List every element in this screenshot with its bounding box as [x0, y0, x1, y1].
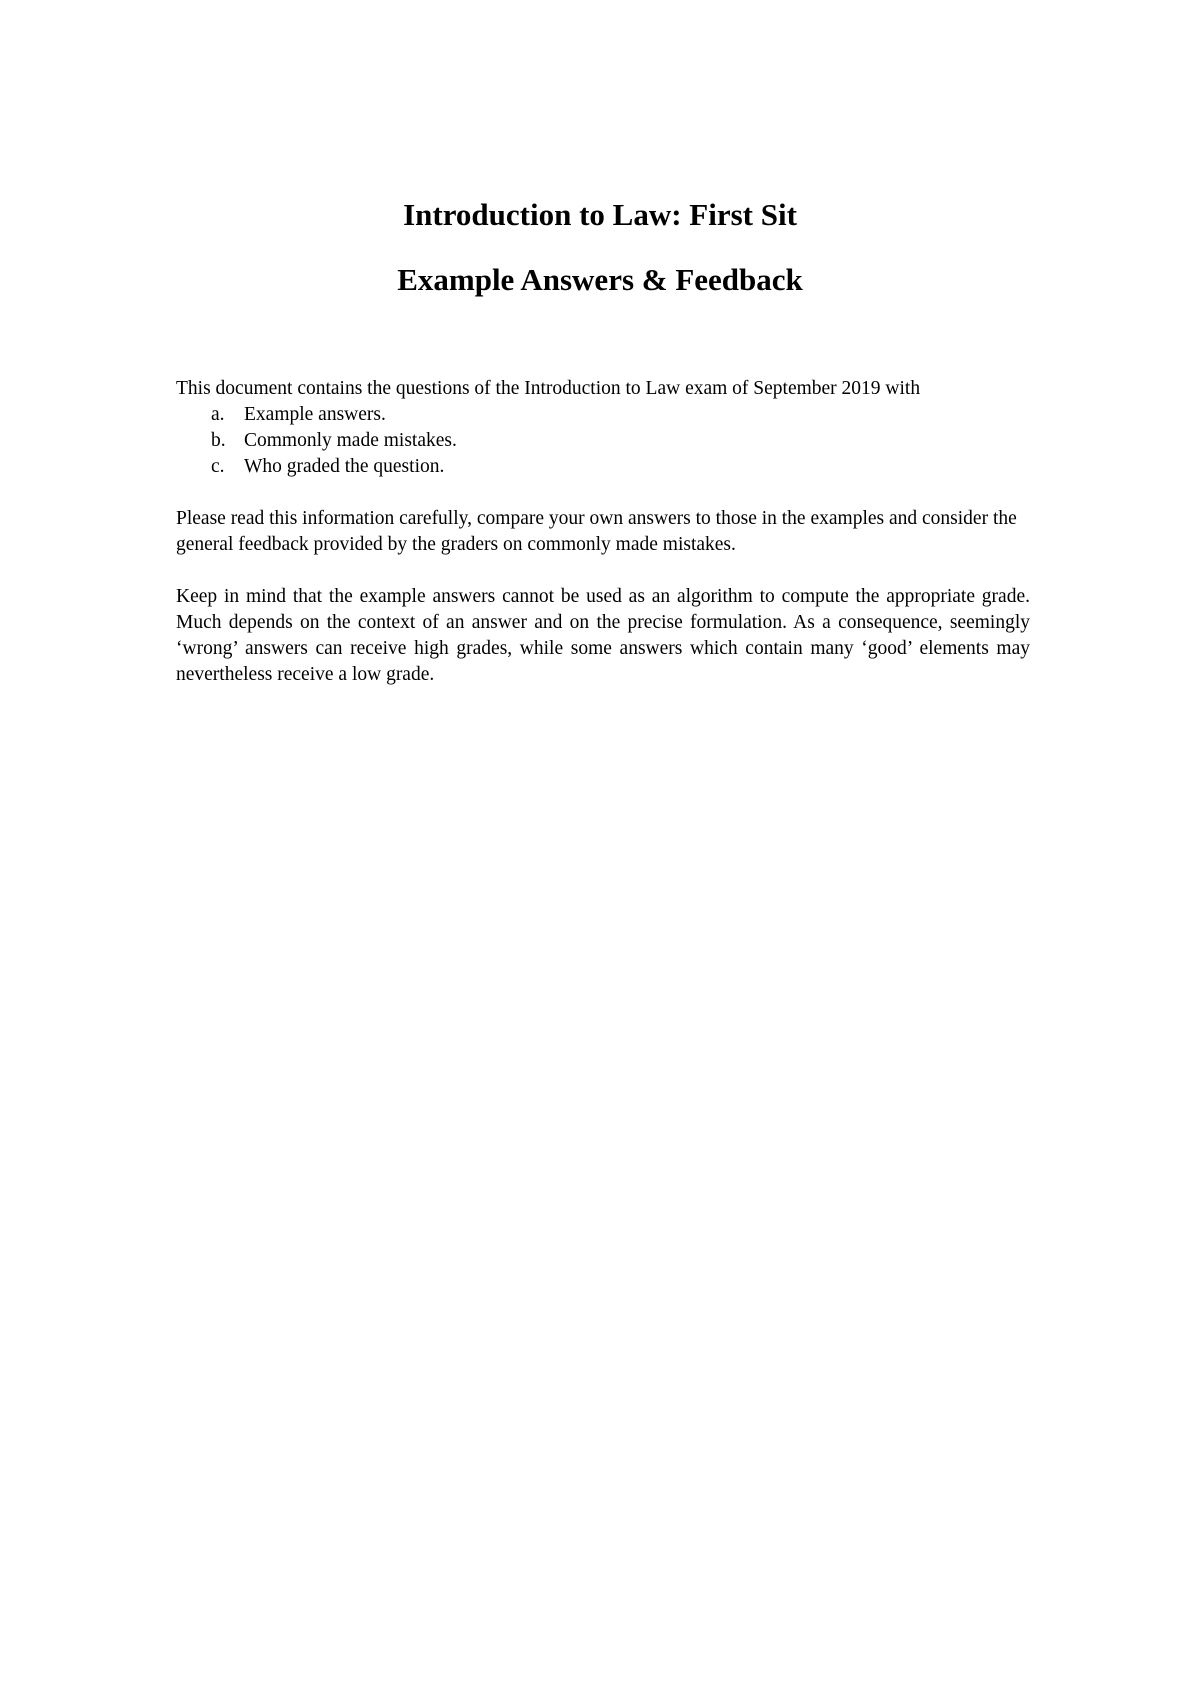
list-item-text: Commonly made mistakes.	[244, 430, 457, 451]
list-item-text: Example answers.	[244, 404, 386, 425]
list-item-marker: b.	[211, 430, 226, 451]
list-item-marker: c.	[211, 456, 225, 477]
list-item-marker: a.	[211, 404, 225, 425]
document-body	[176, 376, 1030, 688]
list-item	[176, 428, 1030, 454]
list-item	[176, 402, 1030, 428]
instructions-paragraph: Please read this information carefully, compare your own answers to those in the examples and consider the general feedback provided by the graders on commonly made mistakes.	[176, 508, 1017, 555]
grading-note-paragraph: Keep in mind that the example answers cannot be used as an algorithm to compute the appropriate grade. Much depends on the context of an answer and on the precise formulation. As a consequence, seemingly ‘wrong’ answers can receive high grades, while some answers which contain many ‘good’ elements may nevertheless receive a low grade.	[176, 586, 1030, 685]
document-subtitle: Example Answers & Feedback	[397, 262, 803, 297]
contents-list	[176, 402, 1030, 480]
intro-paragraph: This document contains the questions of the Introduction to Law exam of September 2019 with	[176, 378, 921, 399]
document-title: Introduction to Law: First Sit	[403, 197, 797, 232]
list-item	[176, 454, 1030, 480]
list-item-text: Who graded the question.	[244, 456, 445, 477]
